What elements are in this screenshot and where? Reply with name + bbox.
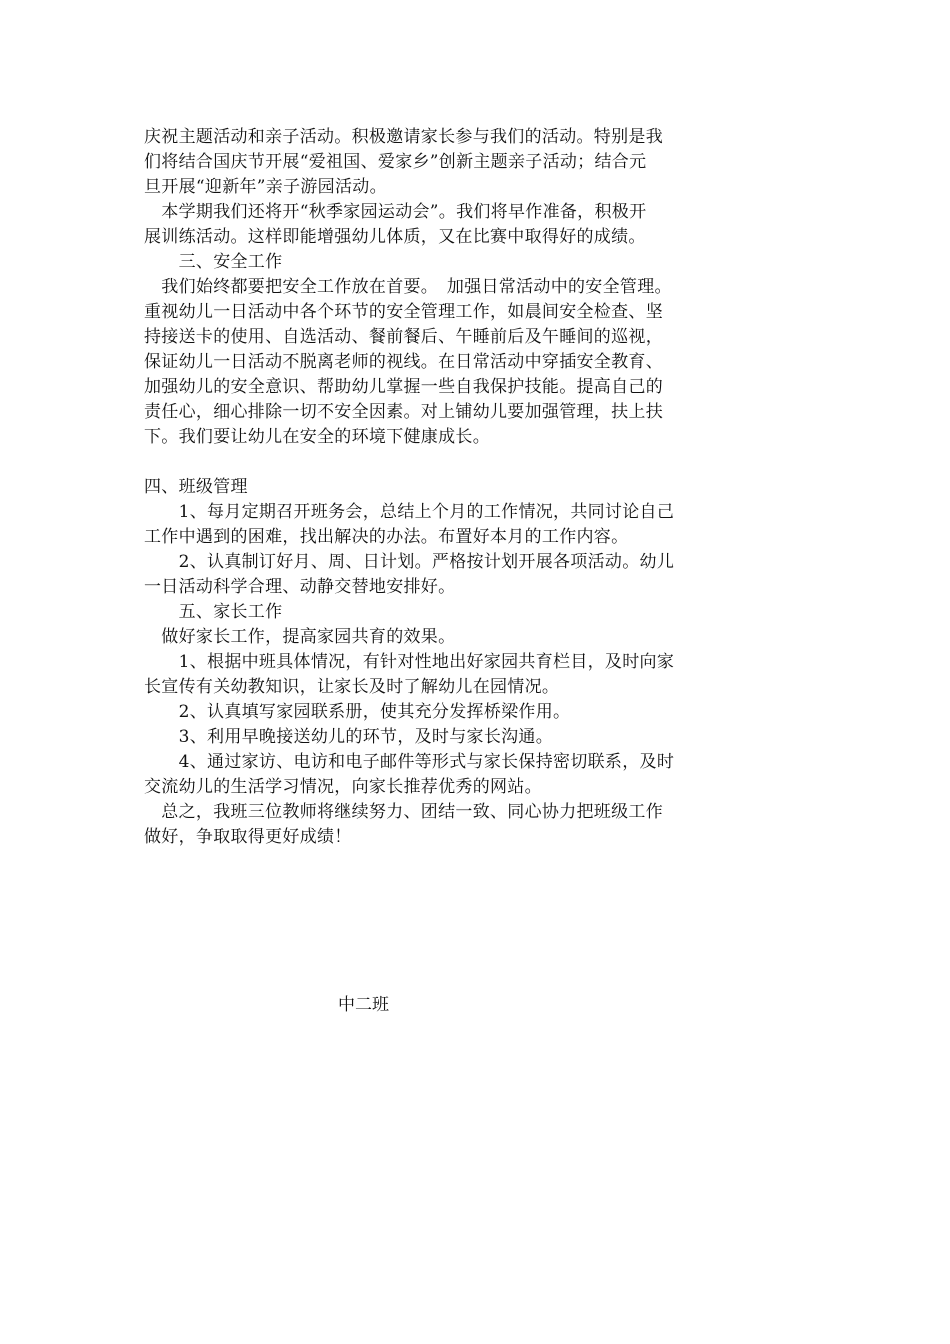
text-line: 下。我们要让幼儿在安全的环境下健康成长。 [144,427,490,447]
text-line: 1、每月定期召开班务会，总结上个月的工作情况，共同讨论自己 [144,502,675,522]
section-heading-class-management: 四、班级管理 [144,477,248,497]
text-line: 展训练活动。这样即能增强幼儿体质，又在比赛中取得好的成绩。 [144,227,646,247]
text-line: 庆祝主题活动和亲子活动。积极邀请家长参与我们的活动。特别是我 [144,127,663,147]
text-line: 总之，我班三位教师将继续努力、团结一致、同心协力把班级工作 [144,802,663,822]
text-line: 旦开展“迎新年”亲子游园活动。 [144,177,387,197]
blank-line [144,450,792,475]
section-heading-safety: 三、安全工作 [144,252,283,272]
section-heading-parent-work: 五、家长工作 [144,602,283,622]
text-line: 做好家长工作，提高家园共育的效果。 [144,627,456,647]
text-line: 2、认真制订好月、周、日计划。严格按计划开展各项活动。幼儿 [144,552,675,572]
text-line: 我们始终都要把安全工作放在首要。 加强日常活动中的安全管理。 [144,277,672,297]
text-line: 工作中遇到的困难，找出解决的办法。布置好本月的工作内容。 [144,527,629,547]
text-line: 责任心，细心排除一切不安全因素。对上铺幼儿要加强管理，扶上扶 [144,402,663,422]
text-line: 加强幼儿的安全意识、帮助幼儿掌握一些自我保护技能。提高自己的 [144,377,663,397]
text-line: 2、认真填写家园联系册，使其充分发挥桥梁作用。 [144,702,571,722]
text-line: 1、根据中班具体情况，有针对性地出好家园共育栏目，及时向家 [144,652,675,672]
text-line: 一日活动科学合理、动静交替地安排好。 [144,577,456,597]
text-line: 本学期我们还将开“秋季家园运动会”。我们将早作准备，积极开 [144,202,647,222]
text-line: 3、利用早晚接送幼儿的环节，及时与家长沟通。 [144,727,554,747]
text-line: 交流幼儿的生活学习情况，向家长推荐优秀的网站。 [144,777,542,797]
text-line: 做好，争取取得更好成绩！ [144,827,352,847]
text-line: 重视幼儿一日活动中各个环节的安全管理工作，如晨间安全检查、坚 [144,302,663,322]
class-signature: 中二班 [338,995,389,1015]
text-line: 保证幼儿一日活动不脱离老师的视线。在日常活动中穿插安全教育、 [144,352,663,372]
text-line: 4、通过家访、电访和电子邮件等形式与家长保持密切联系，及时 [144,752,675,772]
text-line: 持接送卡的使用、自选活动、餐前餐后、午睡前后及午睡间的巡视， [144,327,663,347]
text-line: 们将结合国庆节开展“爱祖国、爱家乡”创新主题亲子活动；结合元 [144,152,647,172]
text-line: 长宣传有关幼教知识，让家长及时了解幼儿在园情况。 [144,677,560,697]
document-body [144,125,792,850]
